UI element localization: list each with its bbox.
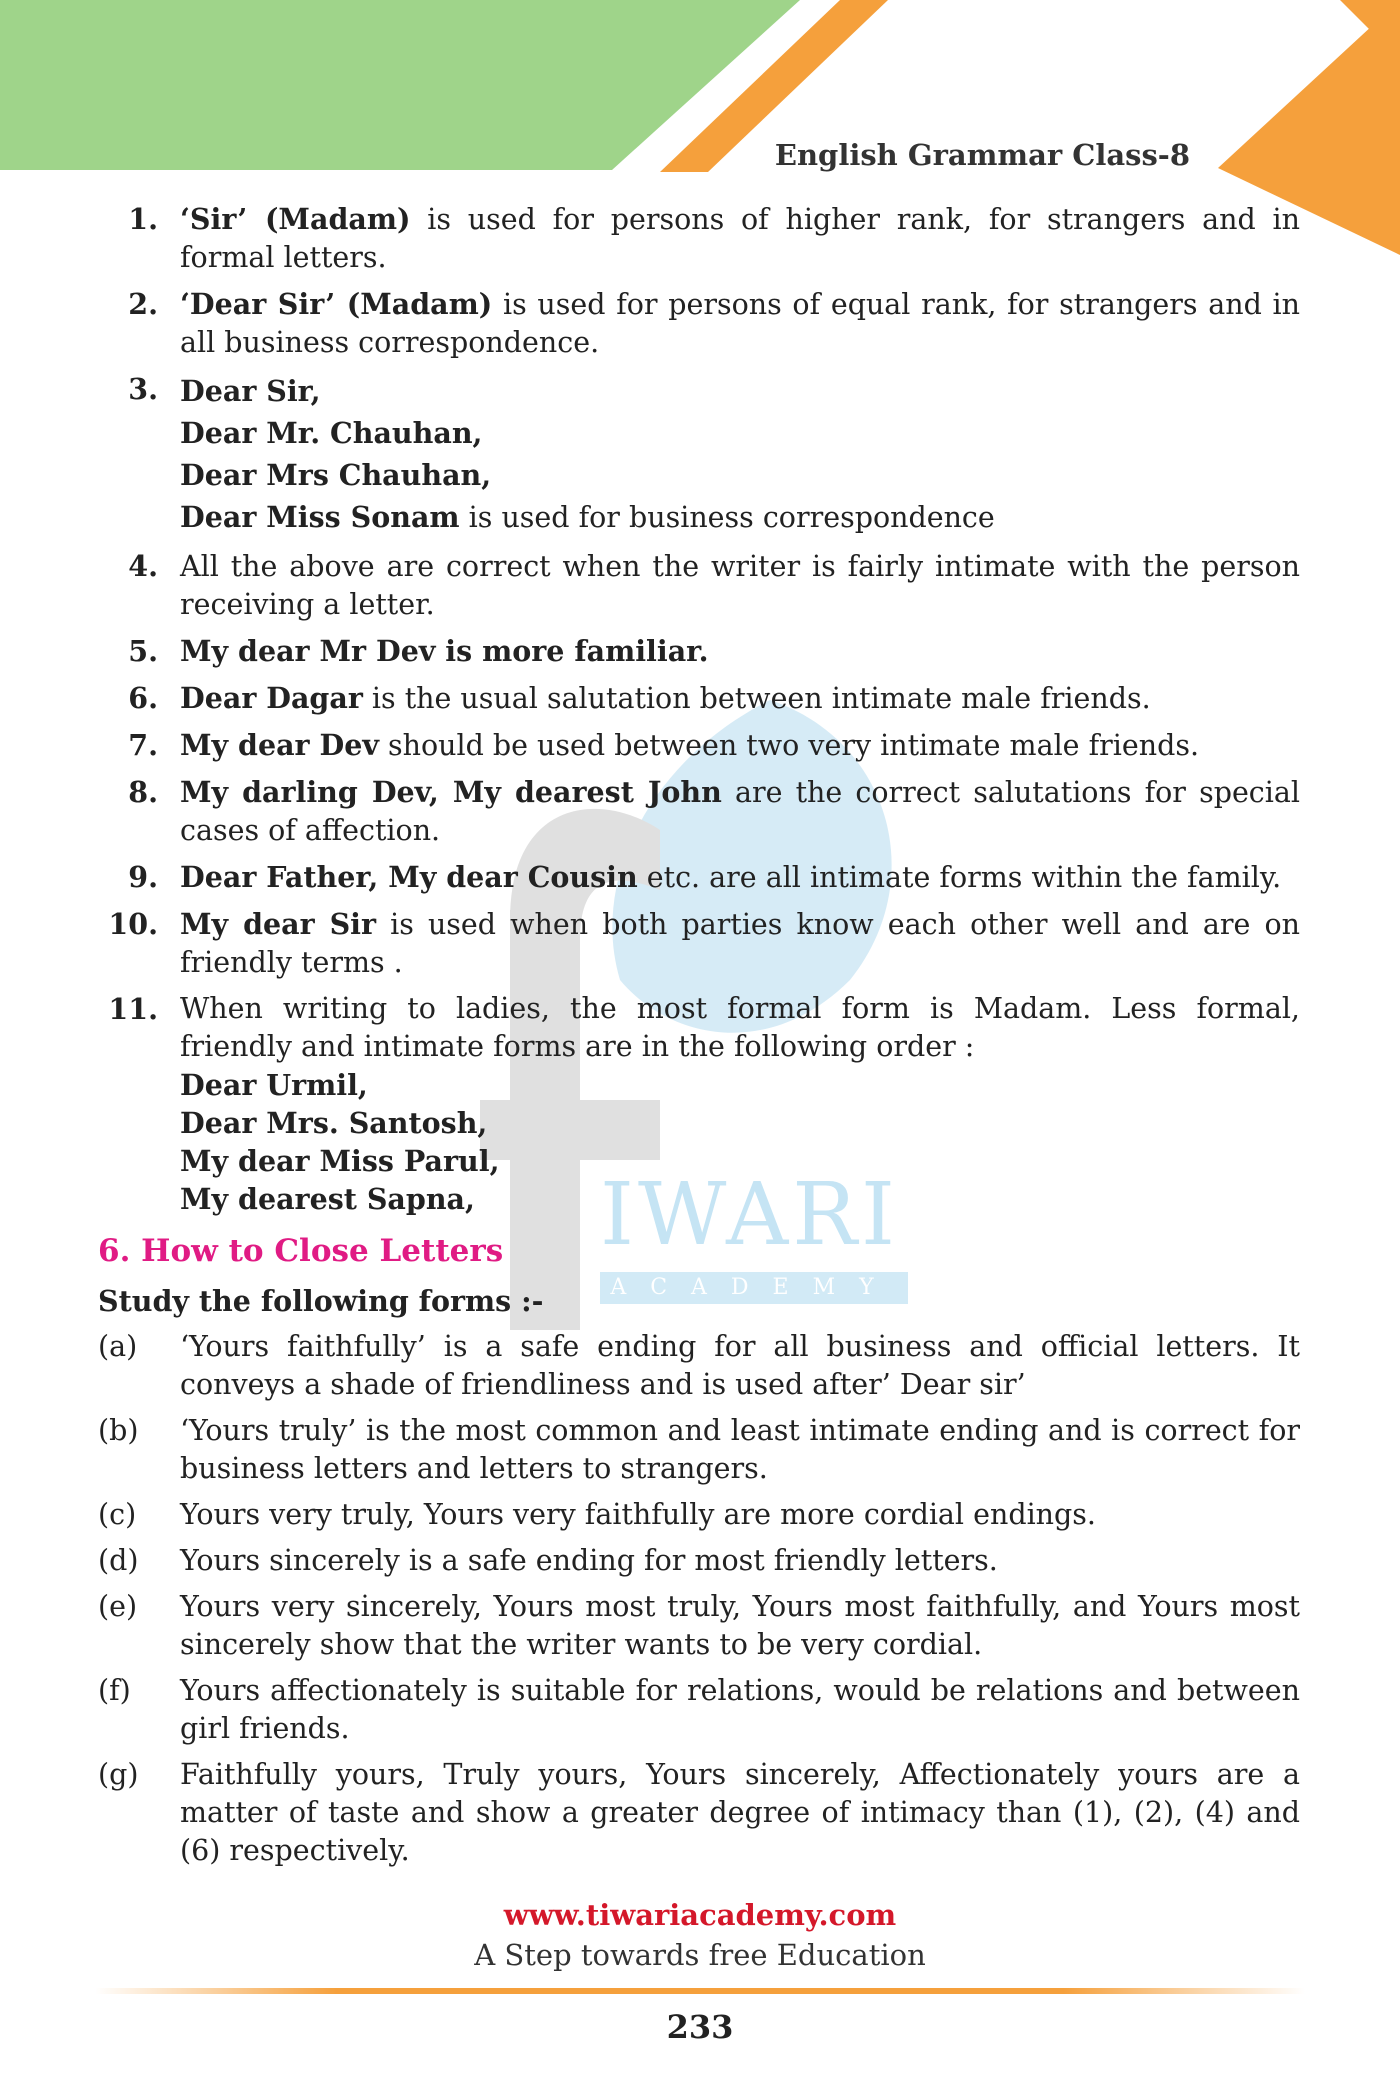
list-item: 11. When writing to ladies, the most formal form is Madam. Less formal, friendly and intimate forms are in the following order : Dear Urmil, Dear Mrs. Santosh, My dear Miss Parul, My dearest Sapna, <box>108 992 1300 1216</box>
footer-divider <box>95 1988 1305 1994</box>
list-item: (f) Yours affectionately is suitable for relations, would be relations and between girl friends. <box>98 1674 1300 1745</box>
watermark-text: IWARI <box>600 1165 899 1265</box>
list-item: (b) ‘Yours truly’ is the most common and least intimate ending and is correct for business letters and letters to strangers. <box>98 1414 1300 1485</box>
list-item: (d) Yours sincerely is a safe ending for most friendly letters. <box>98 1544 998 1577</box>
list-item: (a) ‘Yours faithfully’ is a safe ending for all business and official letters. It conveys a shade of friendliness and is used after’ Dear sir’ <box>98 1330 1300 1401</box>
list-item: 2. ‘Dear Sir’ (Madam) is used for persons of equal rank, for strangers and in all business correspondence. <box>128 287 1300 359</box>
list-item: 8. My darling Dev, My dearest John are the correct salutations for special cases of affection. <box>128 775 1300 847</box>
list-item: 3. Dear Sir, Dear Mr. Chauhan, Dear Mrs Chauhan, Dear Miss Sonam is used for business correspondence <box>128 372 995 534</box>
list-item: (g) Faithfully yours, Truly yours, Yours sincerely, Affectionately yours are a matter of taste and show a greater degree of intimacy than (1), (2), (4) and (6) respectively. <box>98 1758 1300 1867</box>
header-title: English Grammar Class-8 <box>774 138 1190 172</box>
list-item: 10. My dear Sir is used when both parties know each other well and are on friendly terms . <box>108 907 1300 979</box>
list-item: 5. My dear Mr Dev is more familiar. <box>128 634 709 668</box>
list-item: 7. My dear Dev should be used between two very intimate male friends. <box>128 728 1200 762</box>
list-item: 1. ‘Sir’ (Madam) is used for persons of higher rank, for strangers and in formal letters. <box>128 202 1300 274</box>
footer-tagline: A Step towards free Education <box>474 1938 926 1972</box>
list-item: 6. Dear Dagar is the usual salutation between intimate male friends. <box>128 681 1151 715</box>
page-number: 233 <box>666 2008 734 2046</box>
list-item: 4. All the above are correct when the writer is fairly intimate with the person receiving a letter. <box>128 549 1300 621</box>
page-content <box>98 200 1300 1878</box>
list-item: (c) Yours very truly, Yours very faithfully are more cordial endings. <box>98 1498 1096 1531</box>
list-item: (e) Yours very sincerely, Yours most truly, Yours most faithfully, and Yours most sincerely show that the writer wants to be very cordial. <box>98 1590 1300 1661</box>
footer-url[interactable]: www.tiwariacademy.com <box>503 1898 897 1932</box>
section-title: 6. How to Close Letters <box>98 1233 504 1269</box>
green-band <box>0 0 800 170</box>
section-intro: Study the following forms :- <box>98 1284 544 1318</box>
watermark-subtext: ACADEMY <box>600 1272 908 1304</box>
list-item: 9. Dear Father, My dear Cousin etc. are all intimate forms within the family. <box>128 860 1282 894</box>
